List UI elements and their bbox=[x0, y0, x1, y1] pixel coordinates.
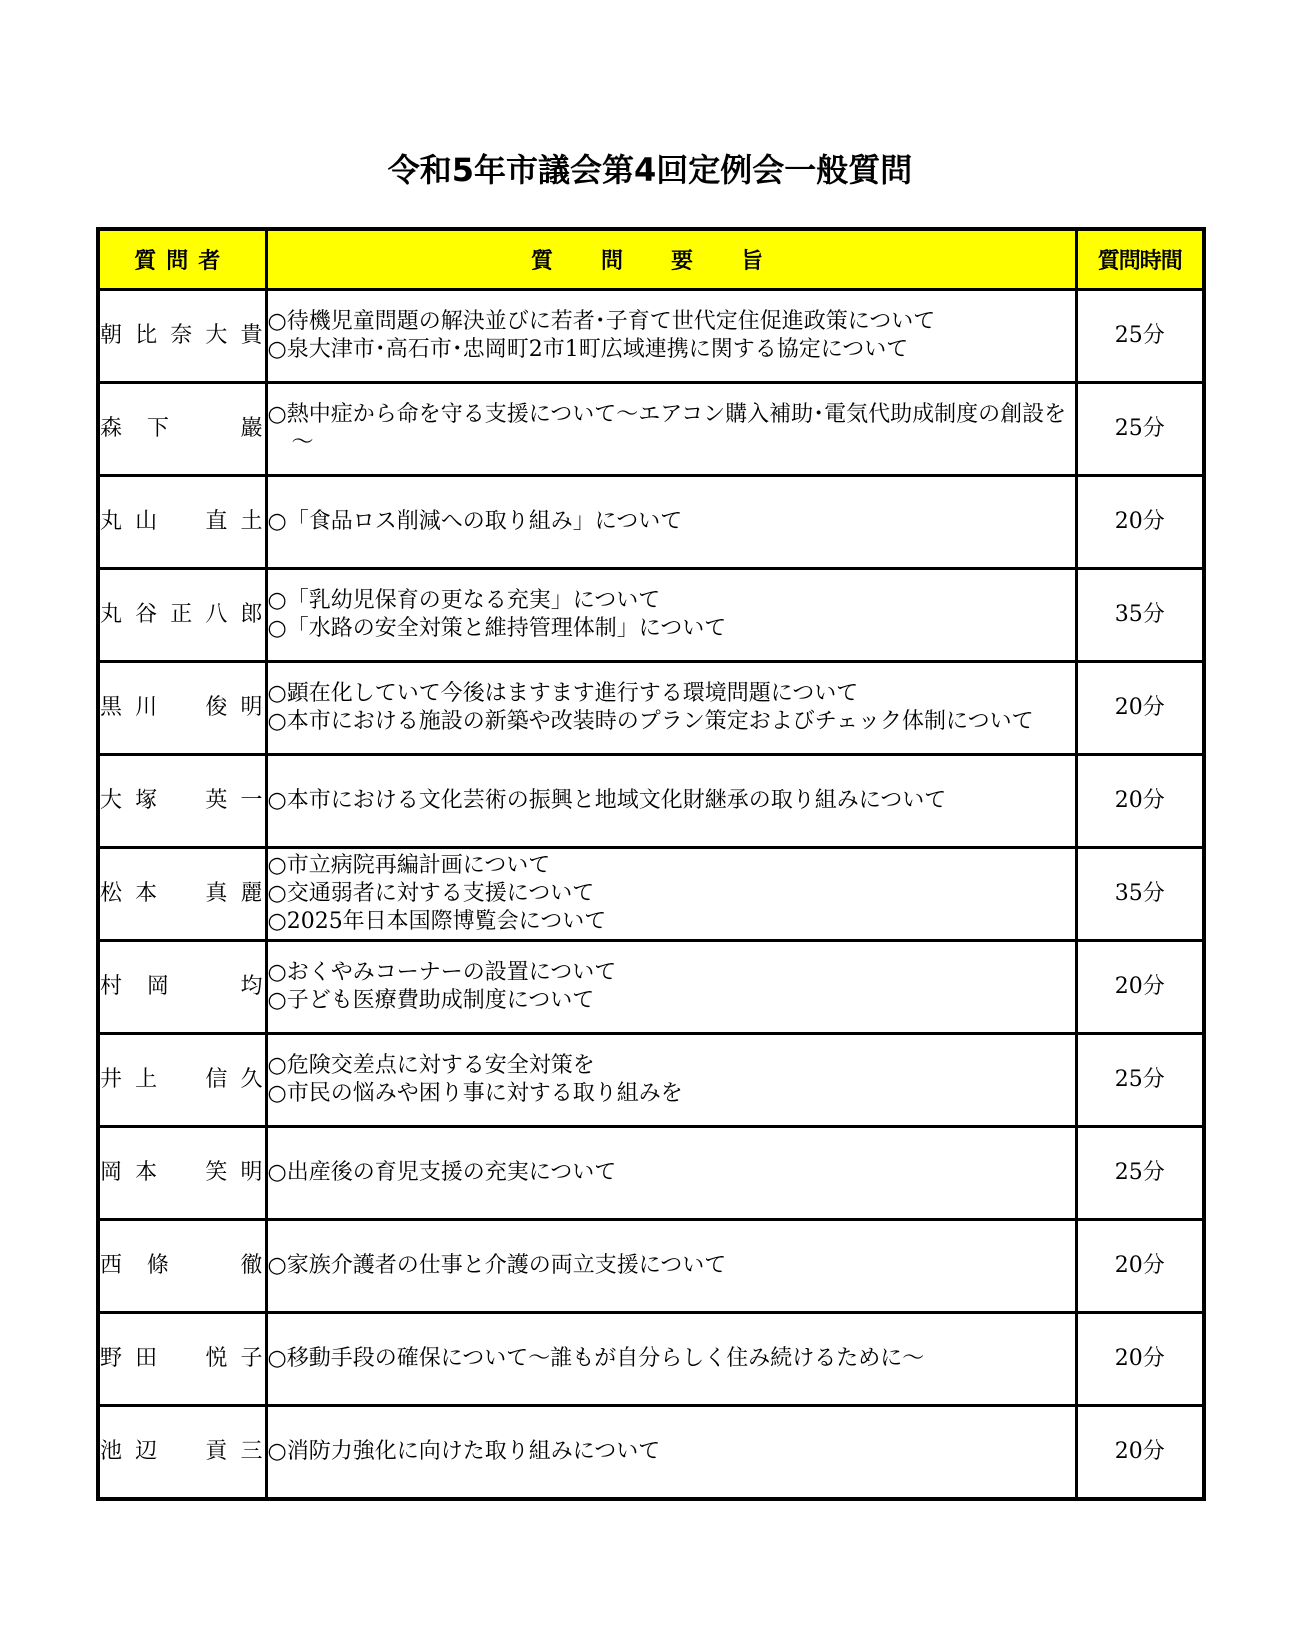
question-time: 35分 bbox=[1076, 848, 1204, 941]
table-row bbox=[98, 1406, 1204, 1500]
topic-item: ○出産後の育児支援の充実について bbox=[267, 1160, 617, 1185]
question-time: 20分 bbox=[1076, 1406, 1204, 1500]
question-time: 25分 bbox=[1076, 1127, 1204, 1220]
table-row bbox=[98, 383, 1204, 476]
topic-item: ○「乳幼児保育の更なる充実」について bbox=[267, 588, 661, 613]
question-topics bbox=[266, 755, 1076, 848]
topic-item: ○「食品ロス削減への取り組み」について bbox=[267, 509, 683, 534]
question-time: 20分 bbox=[1076, 1220, 1204, 1313]
topic-item: ○泉大津市･高石市･忠岡町2市1町広域連携に関する協定について bbox=[267, 337, 909, 362]
header-topics: 質問要旨 bbox=[266, 229, 1076, 290]
topic-item: ○家族介護者の仕事と介護の両立支援について bbox=[267, 1253, 727, 1278]
topic-item: ○危険交差点に対する安全対策を bbox=[267, 1053, 595, 1078]
table-row bbox=[98, 1127, 1204, 1220]
questioner-name: 大塚 英一 bbox=[98, 755, 266, 848]
topic-item: ○市立病院再編計画について bbox=[267, 853, 551, 878]
question-time: 35分 bbox=[1076, 569, 1204, 662]
questioner-name: 村岡 均 bbox=[98, 941, 266, 1034]
question-time: 20分 bbox=[1076, 755, 1204, 848]
topic-item: ○市民の悩みや困り事に対する取り組みを bbox=[267, 1081, 683, 1106]
question-topics bbox=[266, 1406, 1076, 1500]
topic-item: ○消防力強化に向けた取り組みについて bbox=[267, 1439, 661, 1464]
question-topics bbox=[266, 941, 1076, 1034]
question-time: 25分 bbox=[1076, 383, 1204, 476]
topic-item: ○本市における文化芸術の振興と地域文化財継承の取り組みについて bbox=[267, 788, 947, 813]
header-time: 質問時間 bbox=[1076, 229, 1204, 290]
topic-item: ○2025年日本国際博覧会について bbox=[267, 909, 607, 934]
question-topics bbox=[266, 290, 1076, 383]
questioner-name: 野田 悦子 bbox=[98, 1313, 266, 1406]
question-time: 25分 bbox=[1076, 290, 1204, 383]
table-row bbox=[98, 1220, 1204, 1313]
table-header-row bbox=[98, 229, 1204, 290]
question-topics bbox=[266, 383, 1076, 476]
questioner-name: 池辺 貢三 bbox=[98, 1406, 266, 1500]
question-topics bbox=[266, 569, 1076, 662]
questioner-name: 井上 信久 bbox=[98, 1034, 266, 1127]
table-row bbox=[98, 290, 1204, 383]
topic-item: ○「水路の安全対策と維持管理体制」について bbox=[267, 616, 727, 641]
questioner-name: 丸谷正八郎 bbox=[98, 569, 266, 662]
topic-item: ○顕在化していて今後はますます進行する環境問題について bbox=[267, 681, 859, 706]
question-topics bbox=[266, 1220, 1076, 1313]
questioner-name: 岡本 笑明 bbox=[98, 1127, 266, 1220]
page-title: 令和5年市議会第4回定例会一般質問 bbox=[387, 151, 913, 189]
question-topics bbox=[266, 1034, 1076, 1127]
topic-item: ○交通弱者に対する支援について bbox=[267, 881, 595, 906]
questioner-name: 朝比奈大貴 bbox=[98, 290, 266, 383]
header-questioner: 質問者 bbox=[98, 229, 266, 290]
topic-item: ○熱中症から命を守る支援について～エアコン購入補助･電気代助成制度の創設を～ bbox=[267, 402, 1067, 455]
question-time: 20分 bbox=[1076, 476, 1204, 569]
table-row bbox=[98, 476, 1204, 569]
questioner-name: 黒川 俊明 bbox=[98, 662, 266, 755]
topic-item: ○移動手段の確保について～誰もが自分らしく住み続けるために～ bbox=[267, 1346, 925, 1371]
topic-item: ○待機児童問題の解決並びに若者･子育て世代定住促進政策について bbox=[267, 309, 936, 334]
question-topics bbox=[266, 848, 1076, 941]
questioner-name: 松本 真麗 bbox=[98, 848, 266, 941]
topic-item: ○本市における施設の新築や改装時のプラン策定およびチェック体制について bbox=[267, 709, 1034, 734]
questioner-name: 森下 巖 bbox=[98, 383, 266, 476]
table-body bbox=[98, 290, 1204, 1500]
topic-item: ○おくやみコーナーの設置について bbox=[267, 960, 617, 985]
question-time: 20分 bbox=[1076, 1313, 1204, 1406]
table-row bbox=[98, 941, 1204, 1034]
questioner-name: 西條 徹 bbox=[98, 1220, 266, 1313]
question-topics bbox=[266, 662, 1076, 755]
table-row bbox=[98, 755, 1204, 848]
table-row bbox=[98, 569, 1204, 662]
table-row bbox=[98, 662, 1204, 755]
table-row bbox=[98, 1034, 1204, 1127]
question-topics bbox=[266, 1313, 1076, 1406]
questioner-name: 丸山 直土 bbox=[98, 476, 266, 569]
question-time: 20分 bbox=[1076, 662, 1204, 755]
question-topics bbox=[266, 476, 1076, 569]
question-time: 20分 bbox=[1076, 941, 1204, 1034]
question-topics bbox=[266, 1127, 1076, 1220]
table-row bbox=[98, 848, 1204, 941]
table-row bbox=[98, 1313, 1204, 1406]
topic-item: ○子ども医療費助成制度について bbox=[267, 988, 595, 1013]
question-time: 25分 bbox=[1076, 1034, 1204, 1127]
questions-table bbox=[96, 227, 1206, 1501]
